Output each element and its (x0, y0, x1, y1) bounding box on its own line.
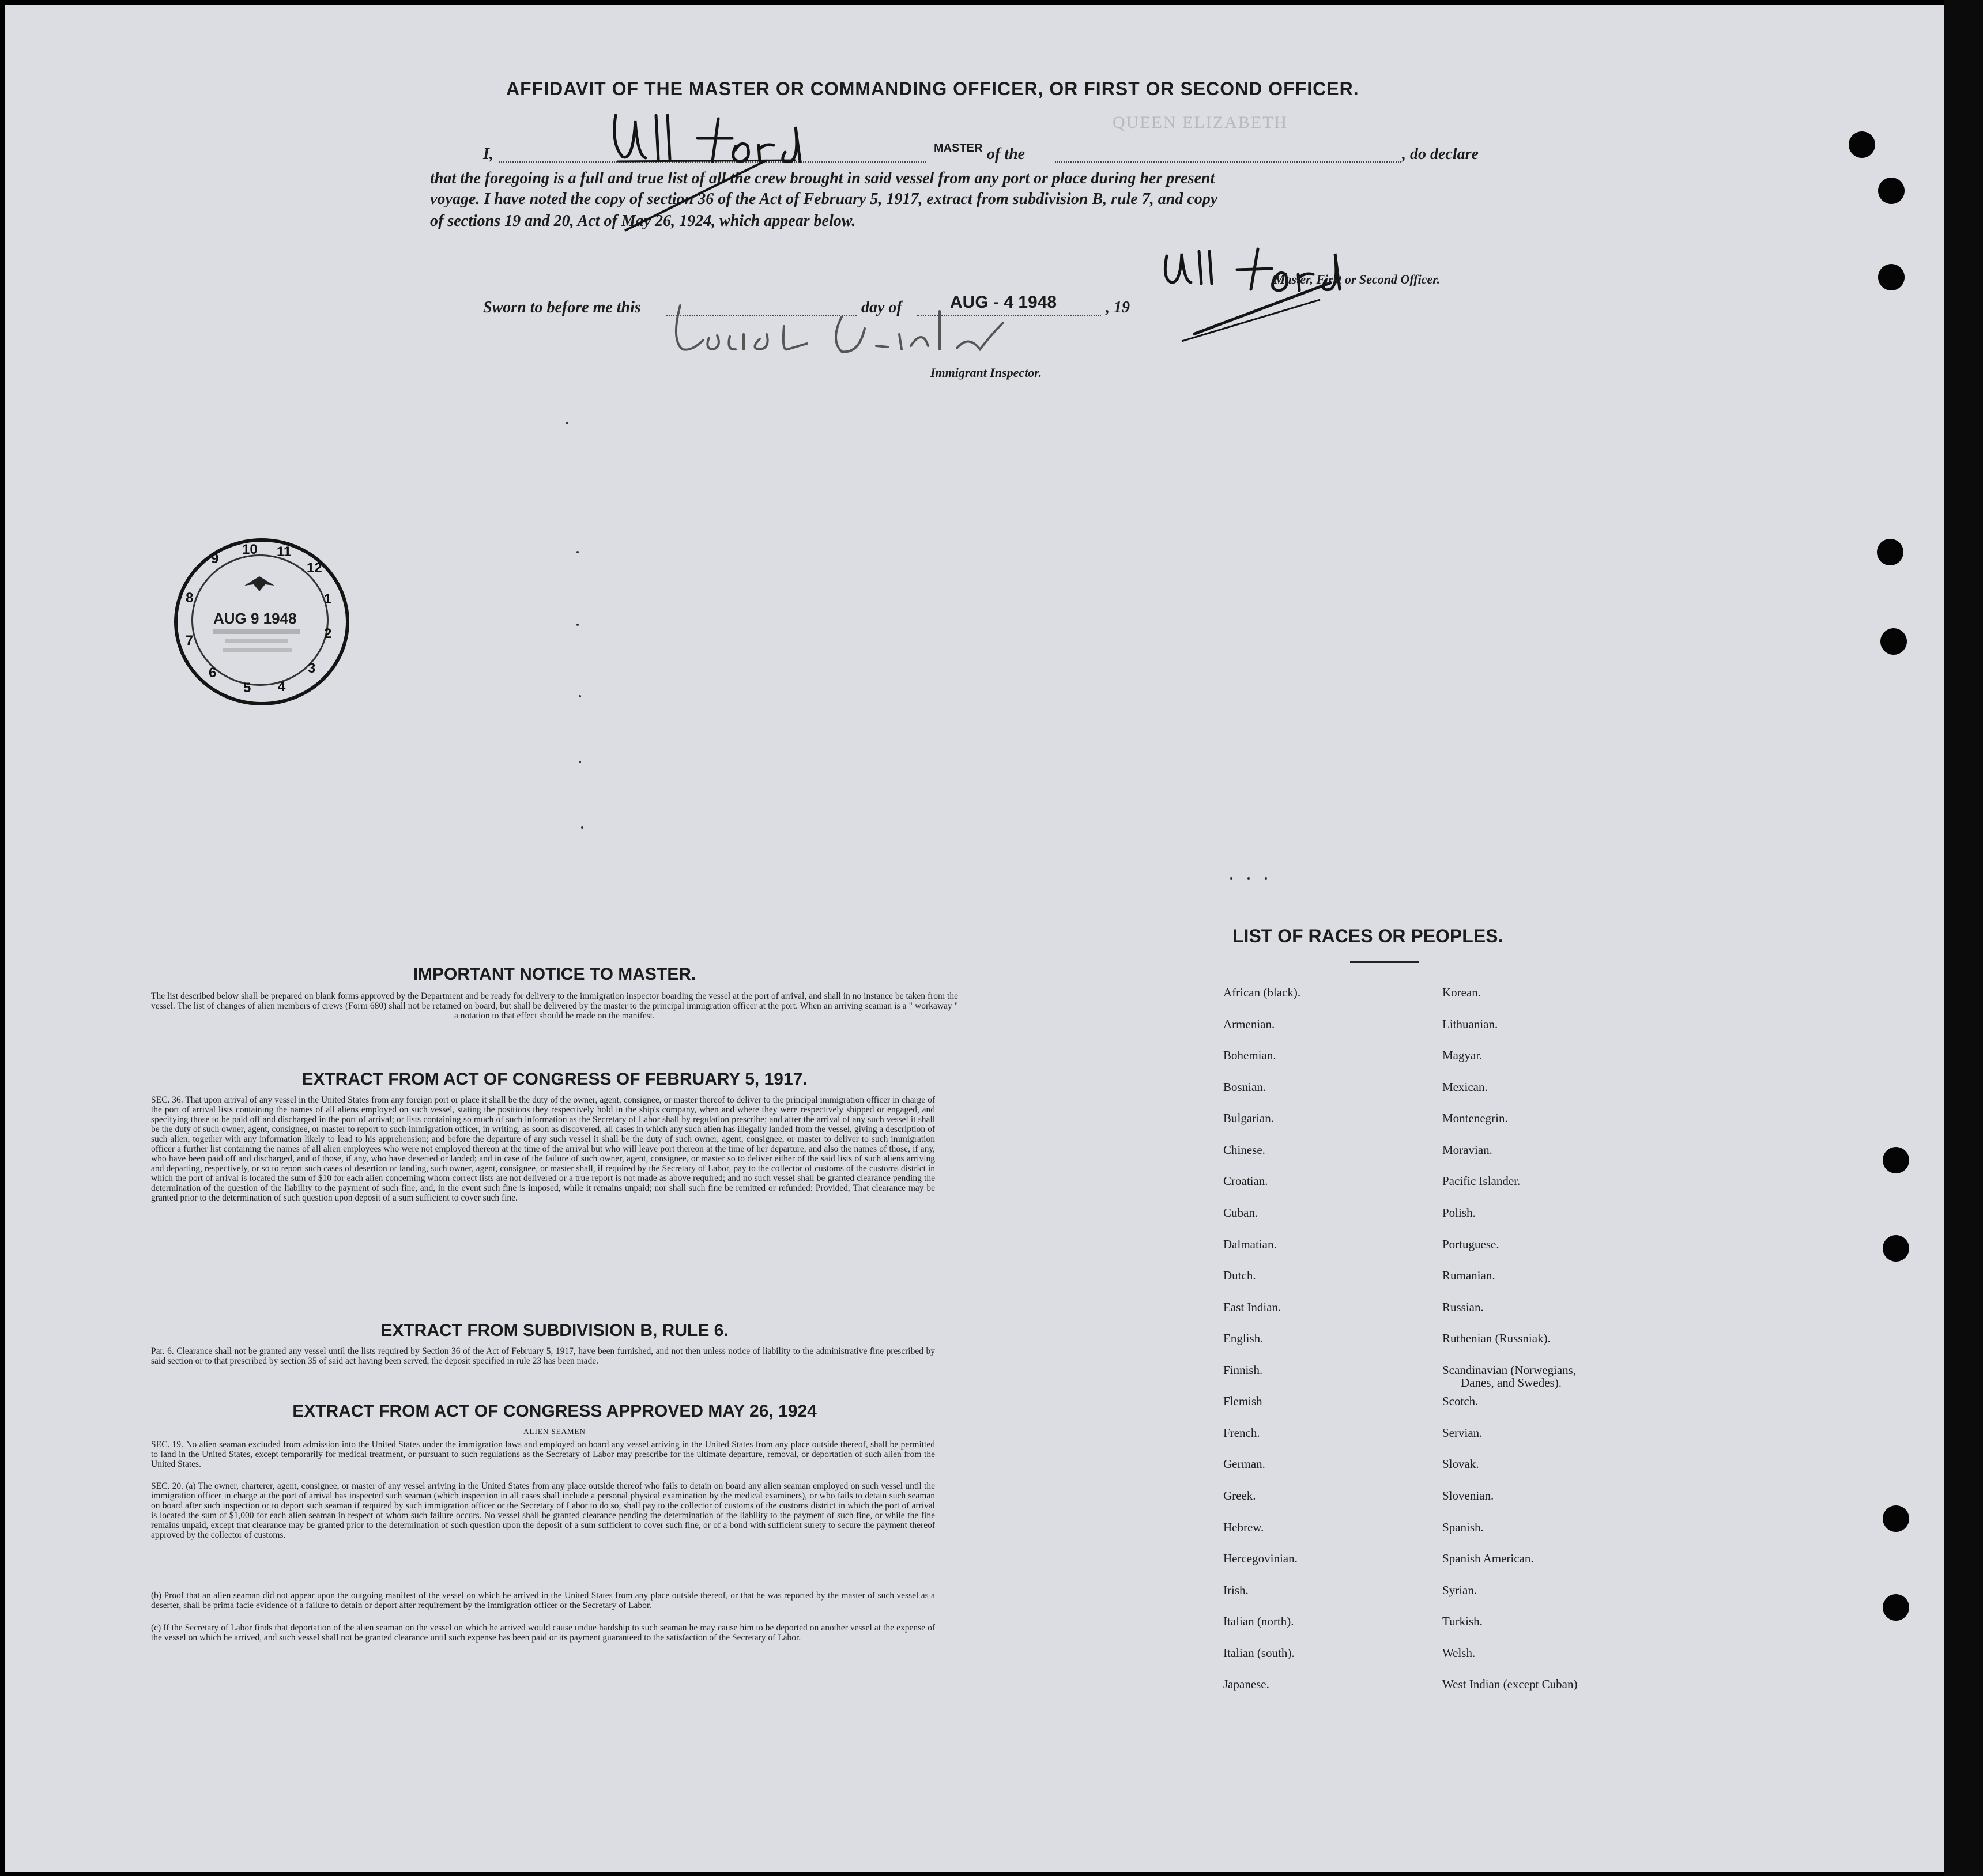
race-item: Italian (south). (1223, 1646, 1295, 1660)
race-item: English. (1223, 1331, 1264, 1345)
ghost-dot (1247, 877, 1250, 880)
vessel-line (1055, 161, 1401, 163)
important-notice-heading: IMPORTANT NOTICE TO MASTER. (413, 965, 696, 984)
race-item: Russian. (1442, 1300, 1484, 1314)
affidavit-line-3: voyage. I have noted the copy of section 36 of the Act of February 5, 1917, extract from subdivision B, rule 7, and copy (430, 190, 1218, 208)
race-item: Armenian. (1223, 1017, 1275, 1031)
extract-1924-heading: EXTRACT FROM ACT OF CONGRESS APPROVED MAY 26, 1924 (292, 1402, 817, 1421)
race-item: Spanish. (1442, 1520, 1484, 1534)
postmark-number: 8 (186, 590, 194, 606)
postmark-number: 2 (324, 626, 332, 641)
postmark-smudge (223, 648, 292, 652)
postmark-number: 5 (243, 680, 251, 696)
race-item: Magyar. (1442, 1048, 1483, 1062)
race-item: German. (1223, 1457, 1265, 1471)
ghost-dot (579, 695, 581, 697)
binder-hole-icon (1878, 178, 1905, 204)
race-item: Pacific Islander. (1442, 1174, 1521, 1188)
races-heading-rule (1350, 961, 1419, 963)
affidavit-line-4: of sections 19 and 20, Act of May 26, 1924, which appear below. (430, 212, 856, 230)
race-item: Syrian. (1442, 1583, 1477, 1597)
race-item: Flemish (1223, 1394, 1262, 1408)
postmark-number: 3 (308, 660, 316, 676)
race-item: Bosnian. (1223, 1080, 1266, 1094)
race-item: Korean. (1442, 986, 1481, 999)
race-item: Chinese. (1223, 1143, 1265, 1157)
race-item: Dutch. (1223, 1269, 1256, 1282)
extract-rule6-body: Par. 6. Clearance shall not be granted any vessel until the lists required by Section 36 of the Act of February 5, 1917, have been furnished, and not then unless notice of liability to the administrative fine prescribed by said section or to that prescribed by section 35 of said act having been served, the deposit specified in rule 23 has been made. (151, 1346, 935, 1366)
extract-1924-sec19: SEC. 19. No alien seaman excluded from admission into the United States under the immigration laws and employed on board any vessel arriving in the United States from any place outside thereof, shall be permitted to land in the United States, except temporarily for medical treatment, or pursuant to such regulations as the Secretary of Labor may prescribe for the ultimate departure, removal, or deportation of such alien from the United States. (151, 1440, 935, 1469)
postmark-number: 12 (307, 560, 322, 576)
race-item: French. (1223, 1426, 1260, 1440)
ghost-dot (581, 826, 583, 829)
race-item: Croatian. (1223, 1174, 1268, 1188)
year-prefix: , 19 (1106, 299, 1130, 316)
postmark-smudge (213, 629, 300, 634)
extract-rule6-heading: EXTRACT FROM SUBDIVISION B, RULE 6. (380, 1321, 729, 1340)
race-item: Spanish American. (1442, 1552, 1534, 1565)
race-item: African (black). (1223, 986, 1301, 999)
race-item: Irish. (1223, 1583, 1249, 1597)
race-item: Rumanian. (1442, 1269, 1495, 1282)
postmark-number: 1 (324, 591, 332, 607)
race-item: Danes, and Swedes). (1461, 1376, 1562, 1390)
race-item: Bulgarian. (1223, 1111, 1275, 1125)
of-the-label: of the (987, 145, 1026, 163)
race-item: Slovak. (1442, 1457, 1479, 1471)
do-declare-label: , do declare (1402, 145, 1479, 163)
eagle-icon (242, 572, 277, 595)
race-item: Turkish. (1442, 1614, 1483, 1628)
ghost-dot (579, 761, 581, 763)
postmark-date: AUG 9 1948 (213, 610, 297, 627)
race-item: Hercegovinian. (1223, 1552, 1298, 1565)
race-item: Bohemian. (1223, 1048, 1276, 1062)
race-item: Welsh. (1442, 1646, 1476, 1660)
race-item: Scotch. (1442, 1394, 1479, 1408)
races-heading: LIST OF RACES OR PEOPLES. (1232, 926, 1503, 946)
ghost-dot (576, 551, 579, 553)
extract-1917-body: SEC. 36. That upon arrival of any vessel in the United States from any foreign port or place it shall be the duty of the owner, agent, consignee, or master thereof to deliver to the principal immigration officer in charge of the port of arrival lists containing the names of all aliens employed on such vessel, stating the positions they respectively hold in the ship's company, when and where they were respectively shipped or engaged, and specifying those to be paid off and discharged in the port of arrival; or lists containing so much of such information as the Secretary of Labor shall by regulation prescribe; and after the arrival of any such vessel it shall be the duty of such owner, agent, consignee, or master to report to such immigration officer, in writing, as soon as discovered, all cases in which any such alien has illegally landed from the vessel, giving a description of such alien, together with any information likely to lead to his apprehension; and before the departure of any such vessel it shall be the duty of such owner, agent, consignee, or master to deliver to such immigration officer a further list containing the names of all alien employees who were not employed thereon at the time of the arrival but who will leave port thereon at the time of her departure, and also the names of those, if any, who have been paid off and discharged, and of those, if any, who have deserted or landed; and in case of the failure of such owner, agent, consignee, or master so to deliver either of the said lists of such aliens arriving and departing, respectively, or so to report such cases of desertion or landing, such owner, agent, consignee, or master shall, if required by the Secretary of Labor, pay to the collector of customs of the customs district in which the port of arrival is located the sum of $10 for each alien concerning whom correct lists are not delivered or a true report is not made as above required; and no such vessel shall be granted clearance pending the determination of the question of the liability to the payment of such fine, and, in the event such fine is imposed, while it remains unpaid; nor shall such fine be remitted or refunded: Provided, That clearance may be granted prior to the determination of such question upon deposit of a sum sufficient to cover such fine. (151, 1095, 935, 1203)
ghost-dot (1230, 877, 1232, 880)
postmark-smudge (225, 639, 288, 643)
inspector-signature (669, 294, 1015, 363)
affidavit-line-2: that the foregoing is a full and true list of all the crew brought in said vessel from any port or place during her present (430, 169, 1215, 187)
binder-hole-icon (1880, 628, 1907, 655)
extract-1924-sec20b: (b) Proof that an alien seaman did not appear upon the outgoing manifest of the vessel on which he arrived in the United States from any place outside thereof, or that he was reported by the master of such vessel as a deserter, shall be prima facie evidence of a failure to detain or deport after requirement by the immigration officer or the Secretary of Labor. (151, 1591, 935, 1610)
i-label: I, (483, 145, 493, 163)
sworn-label: Sworn to before me this (483, 299, 641, 316)
binder-hole-icon (1883, 1505, 1909, 1532)
postmark-number: 6 (209, 665, 217, 681)
binder-hole-icon (1883, 1147, 1909, 1173)
extract-1924-subheading: ALIEN SEAMEN (523, 1427, 586, 1436)
important-notice-body: The list described below shall be prepared on blank forms approved by the Department and be ready for delivery to the immigration inspector boarding the vessel at the port of arrival, and shall in no instance be taken from the vessel. The list of changes of alien members of crews (Form 680) shall not be retained on board, but shall be delivered by the master to the principal immigration officer at the port. When an arriving seaman is a " workaway " a notation to that effect should be made on the manifest. (151, 991, 958, 1021)
race-item: Dalmatian. (1223, 1237, 1277, 1251)
day-of-label: day of (861, 299, 902, 316)
race-item: Finnish. (1223, 1363, 1263, 1377)
postmark-number: 7 (186, 633, 194, 648)
inspector-label: Immigrant Inspector. (930, 365, 1042, 380)
affidavit-title: AFFIDAVIT OF THE MASTER OR COMMANDING OFFICER, OR FIRST OR SECOND OFFICER. (506, 78, 1359, 99)
scan-edge (1944, 0, 1983, 1876)
binder-hole-icon (1849, 131, 1875, 158)
extract-1924-sec20c: (c) If the Secretary of Labor finds that deportation of the alien seaman on the vessel on which he arrived would cause undue hardship to such seaman he may cause him to be deported on another vessel at the expense of the vessel on which he arrived, and such vessel shall not be granted clearance until such expense has been paid or its payment guaranteed to the satisfaction of the Secretary of Labor. (151, 1623, 935, 1643)
extract-1917-heading: EXTRACT FROM ACT OF CONGRESS OF FEBRUARY 5, 1917. (301, 1070, 808, 1089)
signer-role: Master, First or Second Officer. (1274, 272, 1441, 286)
ghost-dot (576, 624, 579, 626)
race-item: West Indian (except Cuban) (1442, 1677, 1578, 1691)
race-item: Scandinavian (Norwegians, (1442, 1363, 1577, 1377)
race-item: Italian (north). (1223, 1614, 1294, 1628)
race-item: Ruthenian (Russniak). (1442, 1331, 1551, 1345)
race-item: Portuguese. (1442, 1237, 1499, 1251)
master-label: MASTER (934, 142, 983, 154)
race-item: Mexican. (1442, 1080, 1488, 1094)
strike-mark (623, 156, 772, 236)
date-stamp: AUG - 4 1948 (950, 293, 1057, 312)
extract-1924-sec20a: SEC. 20. (a) The owner, charterer, agent, consignee, or master of any vessel arriving in the United States from any place outside thereof who fails to detain on board any alien seaman employed on such vessel until the immigration officer in charge at the port of arrival has inspected such seaman (which inspection in all cases shall include a personal physical examination by the medical examiners), or who fails to detain such seaman on board after such inspection or to deport such seaman if required by such immigration officer or the Secretary of Labor to do so, shall pay to the collector of customs of the customs district in which the port of arrival is located the sum of $1,000 for each alien seaman in respect of whom such failure occurs. No vessel shall be granted clearance pending the determination of the liability to the payment of such fine, or while the fine remains unpaid, except that clearance may be granted prior to the determination of such question upon the deposit of a sum sufficient to cover such fine, or of a bond with sufficient surety to secure the payment thereof approved by the collector of customs. (151, 1481, 935, 1540)
race-item: Slovenian. (1442, 1489, 1494, 1503)
postmark-number: 10 (242, 542, 258, 557)
binder-hole-icon (1883, 1594, 1909, 1621)
race-item: Moravian. (1442, 1143, 1492, 1157)
race-item: Greek. (1223, 1489, 1256, 1503)
race-item: East Indian. (1223, 1300, 1281, 1314)
race-item: Cuban. (1223, 1206, 1258, 1220)
postmark-number: 4 (278, 679, 286, 694)
race-item: Hebrew. (1223, 1520, 1264, 1534)
race-item: Lithuanian. (1442, 1017, 1498, 1031)
race-item: Montenegrin. (1442, 1111, 1508, 1125)
binder-hole-icon (1877, 539, 1903, 565)
ghost-dot (566, 422, 568, 424)
postmark-number: 9 (211, 551, 219, 567)
vessel-name: QUEEN ELIZABETH (1113, 113, 1288, 132)
race-item: Servian. (1442, 1426, 1483, 1440)
postmark-stamp (174, 538, 349, 705)
binder-hole-icon (1883, 1235, 1909, 1262)
binder-hole-icon (1878, 264, 1905, 290)
postmark-number: 11 (277, 544, 292, 560)
ghost-dot (1265, 877, 1267, 880)
race-item: Japanese. (1223, 1677, 1269, 1691)
race-item: Polish. (1442, 1206, 1476, 1220)
